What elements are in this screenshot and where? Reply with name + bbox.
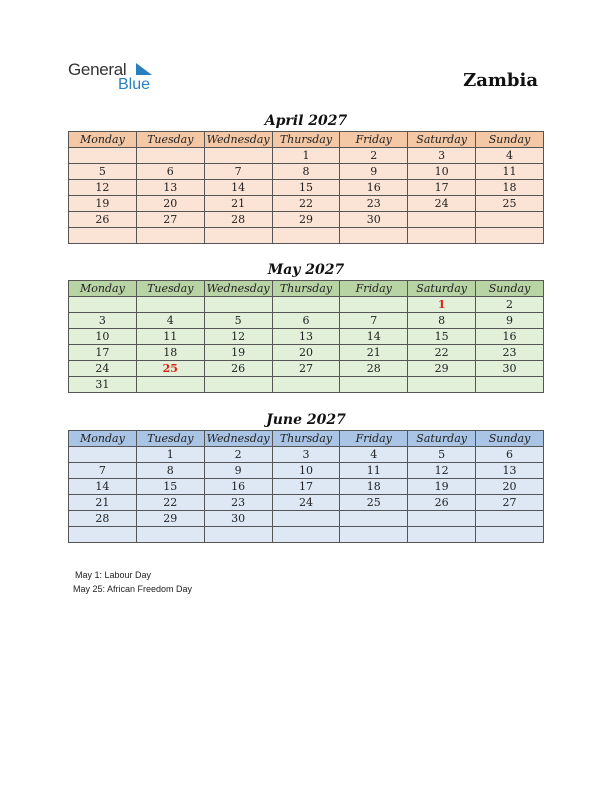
day-cell: 1: [408, 297, 476, 313]
holiday-notes: [75, 568, 192, 596]
month-april: [68, 111, 544, 244]
day-cell: 9: [476, 313, 544, 329]
day-cell: [476, 377, 544, 393]
month-may: [68, 260, 544, 393]
weekday-header: Friday: [340, 431, 408, 447]
day-cell: [136, 297, 204, 313]
day-cell: 18: [476, 180, 544, 196]
week-row: [69, 228, 544, 244]
day-cell: 20: [272, 345, 340, 361]
country-title: Zambia: [463, 70, 538, 91]
day-cell: 27: [476, 495, 544, 511]
day-cell: 12: [408, 463, 476, 479]
day-cell: [69, 148, 137, 164]
day-cell: 14: [69, 479, 137, 495]
day-cell: 3: [272, 447, 340, 463]
week-row: [69, 329, 544, 345]
day-cell: [340, 527, 408, 543]
day-cell: [69, 228, 137, 244]
day-cell: [204, 148, 272, 164]
logo-flag-icon: [134, 63, 154, 77]
day-cell: 11: [136, 329, 204, 345]
day-cell: 23: [204, 495, 272, 511]
weekday-header: Wednesday: [204, 132, 272, 148]
day-cell: 25: [340, 495, 408, 511]
day-cell: [69, 297, 137, 313]
day-cell: [408, 212, 476, 228]
day-cell: 9: [204, 463, 272, 479]
day-cell: 3: [408, 148, 476, 164]
weekday-header: Wednesday: [204, 281, 272, 297]
week-row: [69, 361, 544, 377]
weekday-header: Monday: [69, 281, 137, 297]
day-cell: 17: [69, 345, 137, 361]
week-row: [69, 527, 544, 543]
day-cell: 30: [204, 511, 272, 527]
day-cell: 17: [272, 479, 340, 495]
day-cell: 25: [136, 361, 204, 377]
week-row: [69, 495, 544, 511]
weekday-header: Sunday: [476, 281, 544, 297]
day-cell: 15: [136, 479, 204, 495]
weekday-header: Tuesday: [136, 281, 204, 297]
day-cell: 31: [69, 377, 137, 393]
weekday-header: Thursday: [272, 281, 340, 297]
month-title: June 2027: [266, 412, 346, 428]
brand-line2: Blue: [118, 76, 151, 93]
day-cell: 22: [136, 495, 204, 511]
day-cell: [272, 377, 340, 393]
weekday-header: Thursday: [272, 132, 340, 148]
day-cell: 29: [408, 361, 476, 377]
day-cell: 14: [340, 329, 408, 345]
weekday-header: Saturday: [408, 132, 476, 148]
day-cell: 19: [204, 345, 272, 361]
day-cell: 26: [408, 495, 476, 511]
day-cell: 6: [272, 313, 340, 329]
calendar-table: [68, 280, 544, 393]
day-cell: 28: [204, 212, 272, 228]
day-cell: 2: [204, 447, 272, 463]
day-cell: [408, 527, 476, 543]
week-row: [69, 297, 544, 313]
day-cell: 13: [272, 329, 340, 345]
week-row: [69, 313, 544, 329]
day-cell: [69, 447, 137, 463]
day-cell: [204, 228, 272, 244]
week-row: [69, 511, 544, 527]
calendar-table: [68, 131, 544, 244]
day-cell: 9: [340, 164, 408, 180]
week-row: [69, 345, 544, 361]
day-cell: 17: [408, 180, 476, 196]
day-cell: 29: [136, 511, 204, 527]
day-cell: 2: [476, 297, 544, 313]
day-cell: 16: [476, 329, 544, 345]
day-cell: 13: [136, 180, 204, 196]
day-cell: 19: [69, 196, 137, 212]
day-cell: [340, 377, 408, 393]
weekday-header: Friday: [340, 132, 408, 148]
day-cell: [476, 527, 544, 543]
day-cell: 11: [476, 164, 544, 180]
day-cell: 3: [69, 313, 137, 329]
day-cell: 24: [69, 361, 137, 377]
weekday-header: Wednesday: [204, 431, 272, 447]
day-cell: 20: [136, 196, 204, 212]
day-cell: [408, 377, 476, 393]
month-title: May 2027: [267, 262, 345, 278]
week-row: [69, 377, 544, 393]
day-cell: [272, 297, 340, 313]
day-cell: 24: [272, 495, 340, 511]
day-cell: 5: [408, 447, 476, 463]
day-cell: 5: [204, 313, 272, 329]
month-june: [68, 410, 544, 543]
weekday-header: Sunday: [476, 431, 544, 447]
day-cell: 21: [69, 495, 137, 511]
day-cell: 1: [272, 148, 340, 164]
day-cell: 18: [340, 479, 408, 495]
day-cell: 18: [136, 345, 204, 361]
day-cell: [476, 228, 544, 244]
day-cell: [136, 148, 204, 164]
day-cell: 22: [272, 196, 340, 212]
day-cell: 21: [340, 345, 408, 361]
day-cell: 22: [408, 345, 476, 361]
day-cell: 16: [340, 180, 408, 196]
weekday-header: Tuesday: [136, 132, 204, 148]
week-row: [69, 164, 544, 180]
day-cell: 10: [272, 463, 340, 479]
weekday-header: Saturday: [408, 431, 476, 447]
brand-line1: General: [68, 60, 127, 79]
day-cell: 12: [204, 329, 272, 345]
day-cell: 6: [136, 164, 204, 180]
week-row: [69, 463, 544, 479]
day-cell: 14: [204, 180, 272, 196]
day-cell: [476, 511, 544, 527]
day-cell: [136, 228, 204, 244]
holiday-note: May 1: Labour Day: [75, 570, 152, 580]
day-cell: 27: [136, 212, 204, 228]
week-row: [69, 447, 544, 463]
day-cell: 15: [408, 329, 476, 345]
day-cell: 2: [340, 148, 408, 164]
day-cell: 13: [476, 463, 544, 479]
day-cell: 24: [408, 196, 476, 212]
day-cell: 4: [476, 148, 544, 164]
weekday-header: Monday: [69, 431, 137, 447]
day-cell: 23: [340, 196, 408, 212]
day-cell: 5: [69, 164, 137, 180]
weekday-header: Tuesday: [136, 431, 204, 447]
weekday-header: Monday: [69, 132, 137, 148]
day-cell: [204, 297, 272, 313]
day-cell: 7: [204, 164, 272, 180]
weekday-header: Saturday: [408, 281, 476, 297]
day-cell: [340, 511, 408, 527]
day-cell: 10: [408, 164, 476, 180]
day-cell: 8: [408, 313, 476, 329]
day-cell: 4: [340, 447, 408, 463]
week-row: [69, 196, 544, 212]
day-cell: 19: [408, 479, 476, 495]
day-cell: 10: [69, 329, 137, 345]
day-cell: 12: [69, 180, 137, 196]
day-cell: 25: [476, 196, 544, 212]
weekday-header: Sunday: [476, 132, 544, 148]
day-cell: [204, 527, 272, 543]
calendar-table: [68, 430, 544, 543]
day-cell: [69, 527, 137, 543]
day-cell: 30: [340, 212, 408, 228]
day-cell: 23: [476, 345, 544, 361]
day-cell: 8: [136, 463, 204, 479]
day-cell: 28: [69, 511, 137, 527]
weekday-header: Thursday: [272, 431, 340, 447]
day-cell: 11: [340, 463, 408, 479]
day-cell: 7: [69, 463, 137, 479]
day-cell: 28: [340, 361, 408, 377]
day-cell: [136, 527, 204, 543]
day-cell: 16: [204, 479, 272, 495]
week-row: [69, 212, 544, 228]
day-cell: 20: [476, 479, 544, 495]
holiday-note: May 25: African Freedom Day: [73, 584, 193, 594]
day-cell: 8: [272, 164, 340, 180]
week-row: [69, 148, 544, 164]
brand-logo: [68, 60, 168, 96]
day-cell: 6: [476, 447, 544, 463]
week-row: [69, 479, 544, 495]
day-cell: [136, 377, 204, 393]
day-cell: 26: [69, 212, 137, 228]
weekday-header: Friday: [340, 281, 408, 297]
day-cell: [340, 297, 408, 313]
day-cell: 26: [204, 361, 272, 377]
day-cell: 15: [272, 180, 340, 196]
week-row: [69, 180, 544, 196]
day-cell: 27: [272, 361, 340, 377]
day-cell: 30: [476, 361, 544, 377]
day-cell: [340, 228, 408, 244]
month-title: April 2027: [264, 113, 348, 129]
day-cell: 21: [204, 196, 272, 212]
day-cell: [408, 228, 476, 244]
day-cell: [272, 511, 340, 527]
day-cell: [204, 377, 272, 393]
day-cell: 1: [136, 447, 204, 463]
day-cell: 4: [136, 313, 204, 329]
day-cell: 29: [272, 212, 340, 228]
day-cell: [272, 527, 340, 543]
day-cell: 7: [340, 313, 408, 329]
day-cell: [408, 511, 476, 527]
day-cell: [272, 228, 340, 244]
day-cell: [476, 212, 544, 228]
